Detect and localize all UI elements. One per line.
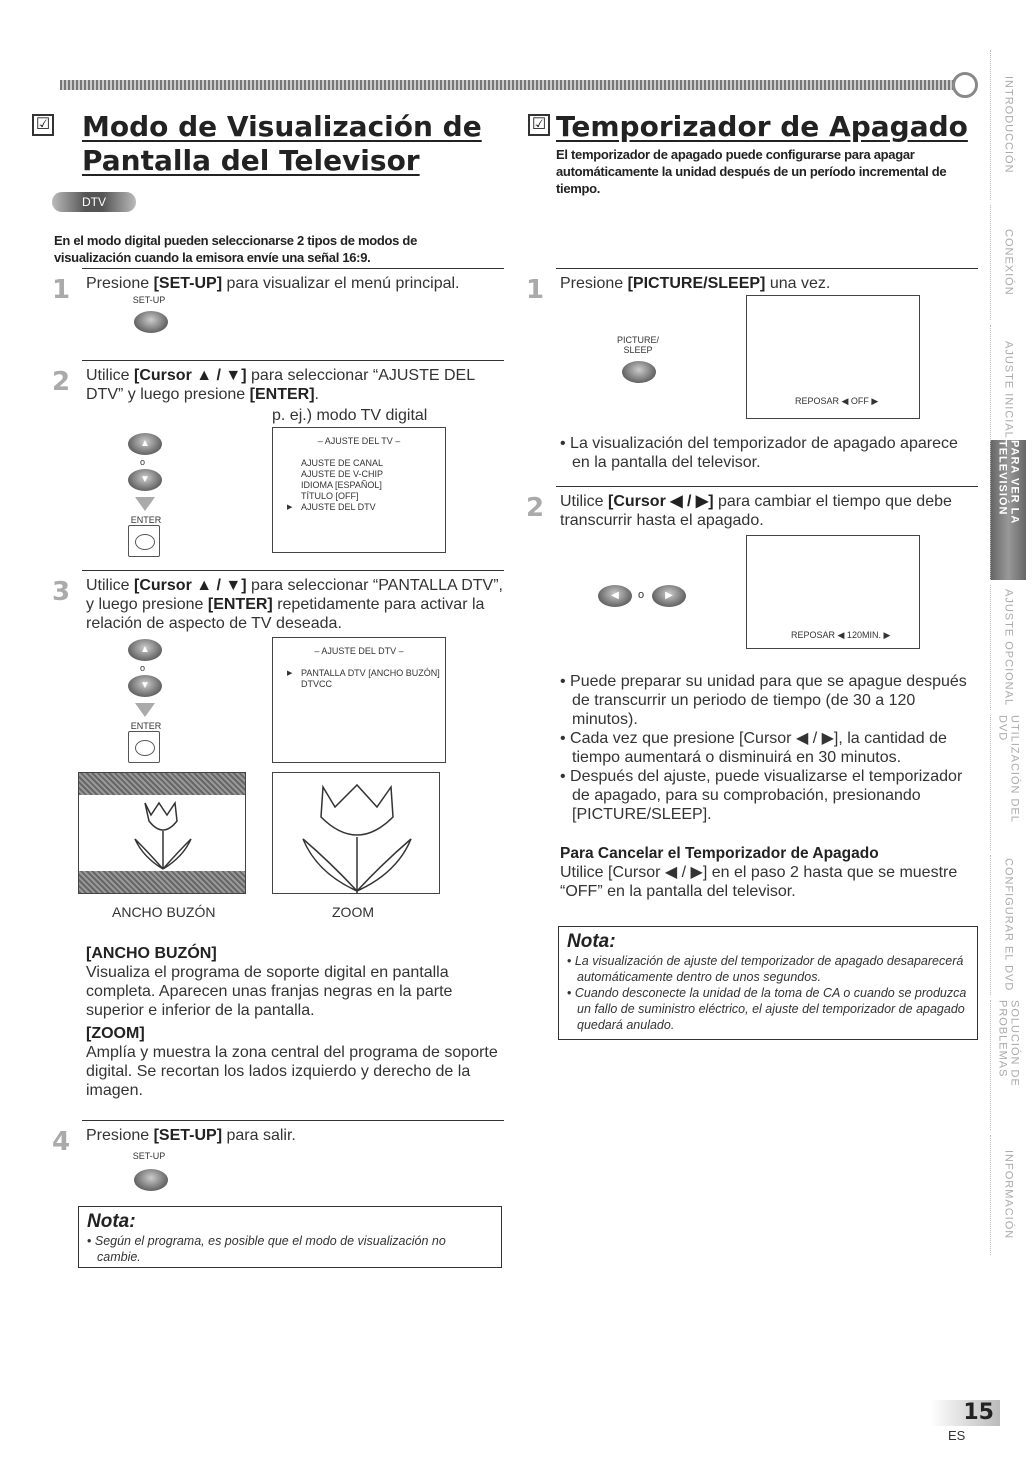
or-label: o — [638, 589, 645, 601]
menu-item: AJUSTE DE V-CHIP — [301, 469, 384, 479]
enter-label: ENTER — [130, 515, 162, 525]
step-1 — [526, 268, 978, 438]
definitions — [86, 944, 504, 1100]
cancel-section — [560, 844, 980, 901]
cursor-left-button-icon: ◀ — [598, 585, 632, 607]
checkbox-icon: ☑ — [32, 114, 54, 136]
setup-button-icon — [134, 1169, 168, 1191]
menu-title: – AJUSTE DEL DTV – — [314, 646, 404, 656]
tv-sleep-screen — [746, 295, 920, 419]
zoom-image — [272, 772, 440, 894]
left-column — [35, 110, 504, 1264]
step-text: Utilice [Cursor ◀ / ▶] para cambiar el tiempo que debe transcurrir hasta el apagado. — [560, 493, 952, 529]
step-number: 3 — [52, 577, 71, 607]
tab-configurar-el-dvd: CONFIGURAR EL DVD — [990, 855, 1026, 995]
checkbox-icon: ☑ — [528, 114, 550, 136]
note-box — [78, 1206, 502, 1268]
caption-letterbox: ANCHO BUZÓN — [112, 904, 216, 920]
cursor-down-button-icon: ▼ — [128, 469, 162, 491]
menu-item: AJUSTE DE CANAL — [301, 458, 384, 468]
bullet-item: • Cada vez que presione [Cursor ◀ / ▶], la cantidad de tiempo aumentará o disminuirá en 30 minutos. — [560, 729, 982, 767]
arrow-down-icon — [135, 497, 155, 511]
menu-title: – AJUSTE DEL TV – — [317, 436, 401, 446]
section-title-sleep-timer: Temporizador de Apagado — [556, 110, 968, 143]
bullet-item: • La visualización del temporizador de apagado aparece en la pantalla del televisor. — [560, 434, 978, 472]
sleep-display: REPOSAR ◀ OFF ▶ — [795, 396, 879, 406]
caption-zoom: ZOOM — [332, 904, 374, 920]
sleep-display: REPOSAR ◀ 120MIN. ▶ — [791, 630, 891, 640]
note-title: Nota: — [87, 1211, 136, 1232]
menu-item: TÍTULO [OFF] — [301, 491, 359, 501]
tulip-icon — [273, 773, 440, 894]
cursor-down-button-icon: ▼ — [128, 675, 162, 697]
enter-label: ENTER — [130, 721, 162, 731]
tv-sleep-screen — [746, 535, 920, 649]
step-4 — [52, 1120, 504, 1200]
bullet-item: • Después del ajuste, puede visualizarse el temporizador de apagado, para su comprobación, presionando [PICTURE/SLEEP]. — [560, 767, 982, 824]
def-letterbox-text: Visualiza el programa de soporte digital en pantalla completa. Aparecen unas franjas negras en la parte superior e inferior de la pantalla. — [86, 964, 453, 1019]
note-item: • Cuando desconecte la unidad de la toma de CA o cuando se produzca un fallo de suministro eléctrico, el ajuste del temporizador de apagado quedará anulado. — [567, 985, 969, 1033]
tab-solucion-de-problemas: SOLUCIÓN DE PROBLEMAS — [990, 1000, 1026, 1130]
letterbox-image — [78, 772, 246, 894]
tab-introduccion: INTRODUCCIÓN — [990, 50, 1026, 200]
step-2 — [526, 486, 978, 656]
step-1 — [52, 268, 504, 360]
step-text: Utilice [Cursor ▲ / ▼] para seleccionar “AJUSTE DEL DTV” y luego presione [ENTER]. — [86, 367, 475, 403]
rule-circle — [952, 72, 978, 98]
setup-button-label: SET-UP — [132, 1151, 166, 1161]
tab-conexion: CONEXIÓN — [990, 205, 1026, 320]
tab-ajuste-opcional: AJUSTE OPCIONAL — [990, 585, 1026, 710]
note-box — [558, 926, 978, 1040]
note-item: • La visualización de ajuste del temporizador de apagado desaparecerá automáticamente dentro de unos segundos. — [567, 953, 969, 985]
picture-sleep-button-icon — [622, 361, 656, 383]
step-text: Presione [PICTURE/SLEEP] una vez. — [560, 275, 831, 292]
or-label: o — [140, 663, 146, 673]
or-label: o — [140, 457, 146, 467]
note-item: • Según el programa, es posible que el modo de visualización no cambie. — [87, 1233, 493, 1265]
cursor-right-button-icon: ▶ — [652, 585, 686, 607]
bullets — [560, 672, 982, 824]
arrow-down-icon — [135, 703, 155, 717]
step-3 — [52, 570, 504, 770]
top-rule — [60, 80, 960, 90]
cancel-text: Utilice [Cursor ◀ / ▶] en el paso 2 hasta que se muestre “OFF” en la pantalla del televisor. — [560, 864, 958, 900]
step-number: 2 — [526, 493, 545, 523]
step-text: Presione [SET-UP] para visualizar el menú principal. — [86, 275, 460, 292]
step-number: 1 — [52, 275, 71, 305]
tab-ajuste-inicial: AJUSTE INICIAL — [990, 325, 1026, 455]
enter-button-icon — [128, 525, 160, 557]
setup-button-label: SET-UP — [132, 295, 166, 305]
setup-button-icon — [134, 311, 168, 333]
step-number: 4 — [52, 1127, 71, 1157]
step-text: Utilice [Cursor ▲ / ▼] para seleccionar “PANTALLA DTV”, y luego presione [ENTER] repetidamente para activar la relación de aspecto de TV deseada. — [86, 577, 503, 632]
menu-item: DTVCC — [301, 679, 332, 689]
tab-informacion: INFORMACIÓN — [990, 1135, 1026, 1255]
dtv-badge: DTV — [52, 192, 136, 212]
note-title: Nota: — [567, 931, 616, 952]
enter-button-icon — [128, 731, 160, 763]
section-title-display-mode: Modo de Visualización de Pantalla del Televisor — [82, 110, 482, 177]
page-number: 15 — [930, 1400, 1000, 1426]
picture-sleep-label: PICTURE/ SLEEP — [616, 335, 659, 355]
menu-item-selected: ▶ AJUSTE DEL DTV — [301, 502, 445, 513]
bullet-item: • Puede preparar su unidad para que se apague después de transcurrir un periodo de tiempo (de 30 a 120 minutos). — [560, 672, 982, 729]
menu-item: IDIOMA [ESPAÑOL] — [301, 480, 382, 490]
menu-item-selected: ▶ PANTALLA DTV [ANCHO BUZÓN] — [301, 668, 445, 679]
step-text: Presione [SET-UP] para salir. — [86, 1127, 296, 1144]
tab-utilizacion-del-dvd: UTILIZACIÓN DEL DVD — [990, 715, 1026, 850]
tv-menu-screen — [272, 427, 446, 553]
tv-menu-screen — [272, 637, 446, 763]
example-label: p. ej.) modo TV digital — [272, 407, 428, 424]
side-tabs — [984, 30, 1030, 1260]
step-number: 1 — [526, 275, 545, 305]
intro-text: En el modo digital pueden seleccionarse 2 tipos de modos de visualización cuando la emisora envíe una señal 16:9. — [54, 233, 417, 265]
tulip-icon — [79, 773, 246, 894]
step-2 — [52, 360, 504, 570]
intro-text: El temporizador de apagado puede configurarse para apagar automáticamente la unidad después de un período incremental de tiempo. — [556, 147, 947, 196]
step-number: 2 — [52, 367, 71, 397]
cursor-up-button-icon: ▲ — [128, 433, 162, 455]
page-language: ES — [948, 1428, 966, 1443]
cancel-heading: Para Cancelar el Temporizador de Apagado — [560, 845, 879, 862]
right-column — [526, 110, 978, 1032]
cursor-up-button-icon: ▲ — [128, 639, 162, 661]
def-zoom-head: [ZOOM] — [86, 1025, 145, 1042]
def-letterbox-head: [ANCHO BUZÓN] — [86, 945, 217, 962]
tab-para-ver-la-television: PARA VER LA TELEVISIÓN — [990, 440, 1026, 580]
def-zoom-text: Amplía y muestra la zona central del programa de soporte digital. Se recortan los lados izquierdo y derecho de la imagen. — [86, 1044, 498, 1099]
